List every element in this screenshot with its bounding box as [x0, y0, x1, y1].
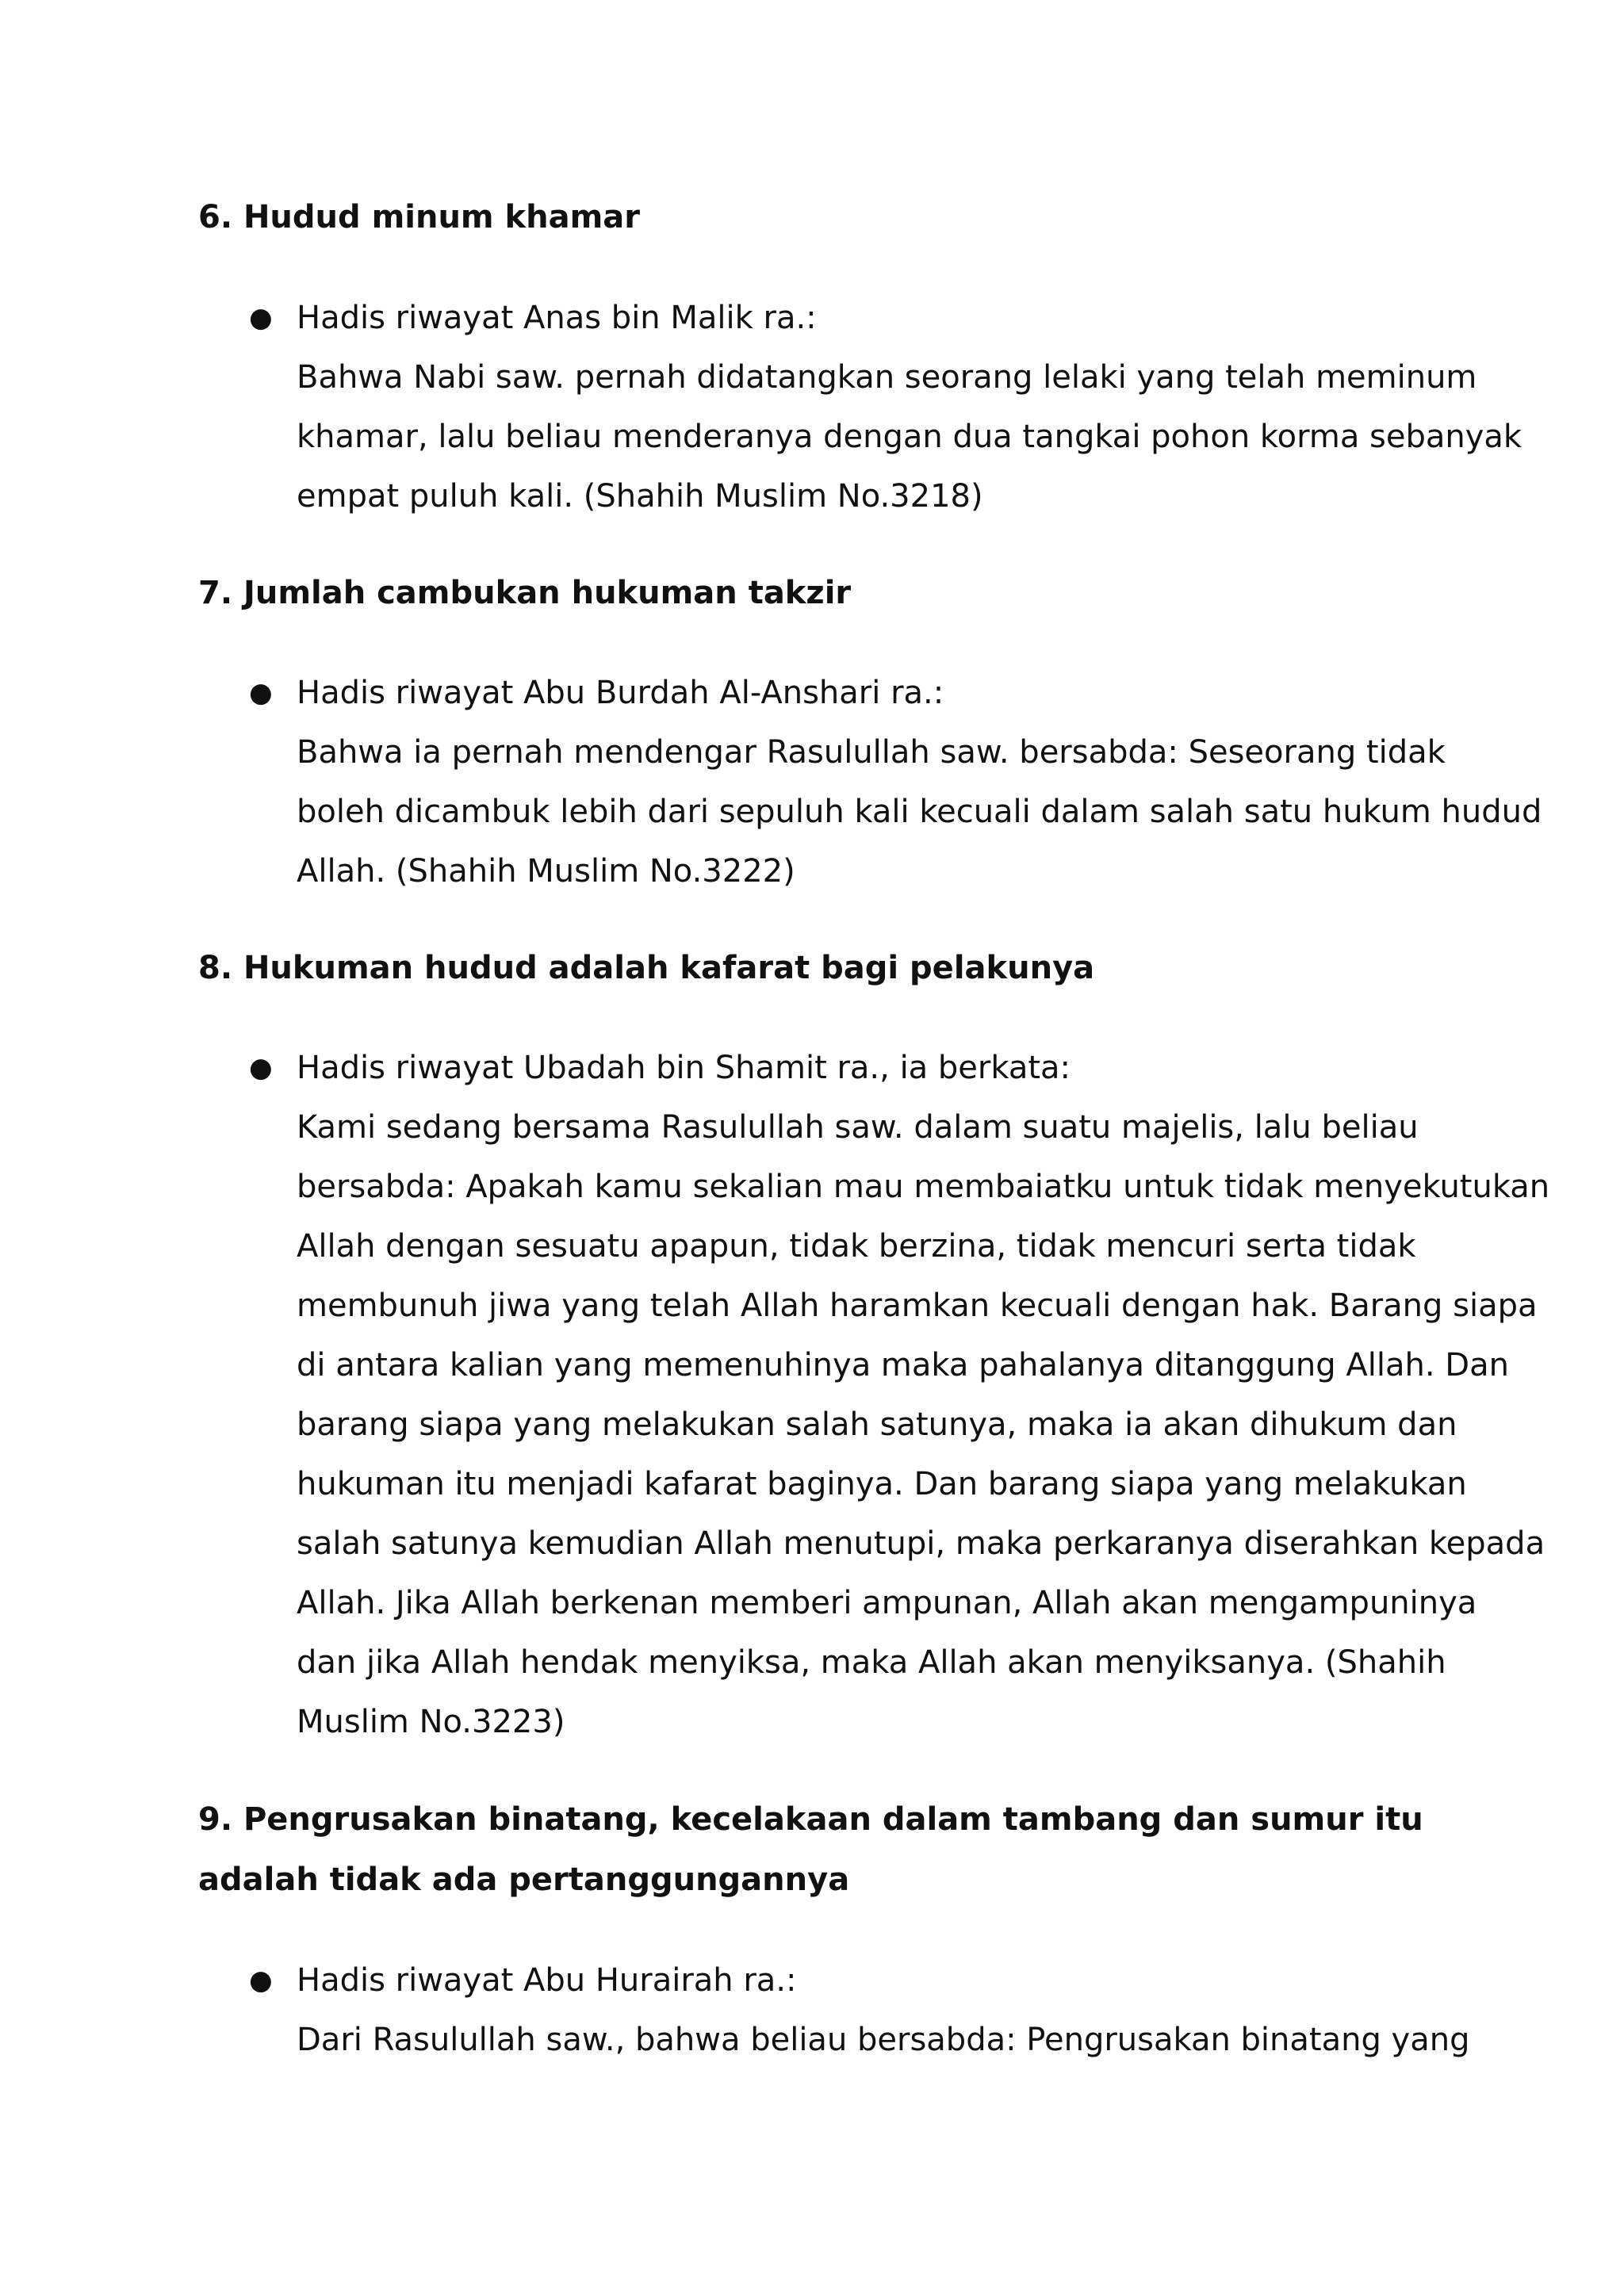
text-line: Hadis riwayat Abu Burdah Al-Anshari ra.:	[297, 675, 944, 711]
text-line: Hadis riwayat Abu Hurairah ra.:	[297, 1962, 797, 1999]
text-line: Hadis riwayat Ubadah bin Shamit ra., ia berkata:	[297, 1050, 1071, 1086]
section-heading: 6. Hudud minum khamar	[198, 199, 640, 235]
text-line: dan jika Allah hendak menyiksa, maka Allah akan menyiksanya. (Shahih	[297, 1644, 1446, 1681]
bullet-icon: ●	[249, 1965, 273, 1996]
text-line: di antara kalian yang memenuhinya maka pahalanya ditanggung Allah. Dan	[297, 1347, 1509, 1383]
section-heading: 8. Hukuman hudud adalah kafarat bagi pelakunya	[198, 950, 1095, 986]
hadith-text	[297, 664, 1542, 901]
section-heading: 7. Jumlah cambukan hukuman takzir	[198, 575, 852, 611]
text-line: khamar, lalu beliau menderanya dengan dua tangkai pohon korma sebanyak	[297, 419, 1522, 455]
text-line: membunuh jiwa yang telah Allah haramkan kecuali dengan hak. Barang siapa	[297, 1288, 1538, 1324]
heading-line: 9. Pengrusakan binatang, kecelakaan dalam tambang dan sumur itu	[198, 1801, 1423, 1838]
text-line: barang siapa yang melakukan salah satunya, maka ia akan dihukum dan	[297, 1406, 1457, 1443]
bullet-icon: ●	[249, 677, 273, 709]
section-heading	[198, 1789, 1423, 1910]
text-line: salah satunya kemudian Allah menutupi, maka perkaranya diserahkan kepada	[297, 1525, 1545, 1562]
text-line: hukuman itu menjadi kafarat baginya. Dan barang siapa yang melakukan	[297, 1466, 1467, 1502]
heading-line: adalah tidak ada pertanggungannya	[198, 1862, 850, 1898]
text-line: Bahwa Nabi saw. pernah didatangkan seorang lelaki yang telah meminum	[297, 359, 1477, 396]
text-line: Hadis riwayat Anas bin Malik ra.:	[297, 300, 817, 336]
text-line: Allah dengan sesuatu apapun, tidak berzina, tidak mencuri serta tidak	[297, 1228, 1416, 1265]
hadith-text	[297, 1951, 1470, 2070]
text-line: Dari Rasulullah saw., bahwa beliau bersabda: Pengrusakan binatang yang	[297, 2022, 1470, 2058]
hadith-text	[297, 1039, 1550, 1752]
text-line: empat puluh kali. (Shahih Muslim No.3218)	[297, 478, 983, 515]
text-line: boleh dicambuk lebih dari sepuluh kali kecuali dalam salah satu hukum hudud	[297, 794, 1542, 830]
bullet-icon: ●	[249, 302, 273, 334]
text-line: Bahwa ia pernah mendengar Rasulullah saw. bersabda: Seseorang tidak	[297, 734, 1446, 771]
text-line: bersabda: Apakah kamu sekalian mau membaiatku untuk tidak menyekutukan	[297, 1169, 1550, 1205]
text-line: Allah. (Shahih Muslim No.3222)	[297, 853, 795, 890]
text-line: Kami sedang bersama Rasulullah saw. dalam suatu majelis, lalu beliau	[297, 1109, 1419, 1146]
bullet-icon: ●	[249, 1052, 273, 1084]
text-line: Muslim No.3223)	[297, 1704, 565, 1740]
hadith-text	[297, 289, 1522, 526]
text-line: Allah. Jika Allah berkenan memberi ampunan, Allah akan mengampuninya	[297, 1585, 1477, 1621]
